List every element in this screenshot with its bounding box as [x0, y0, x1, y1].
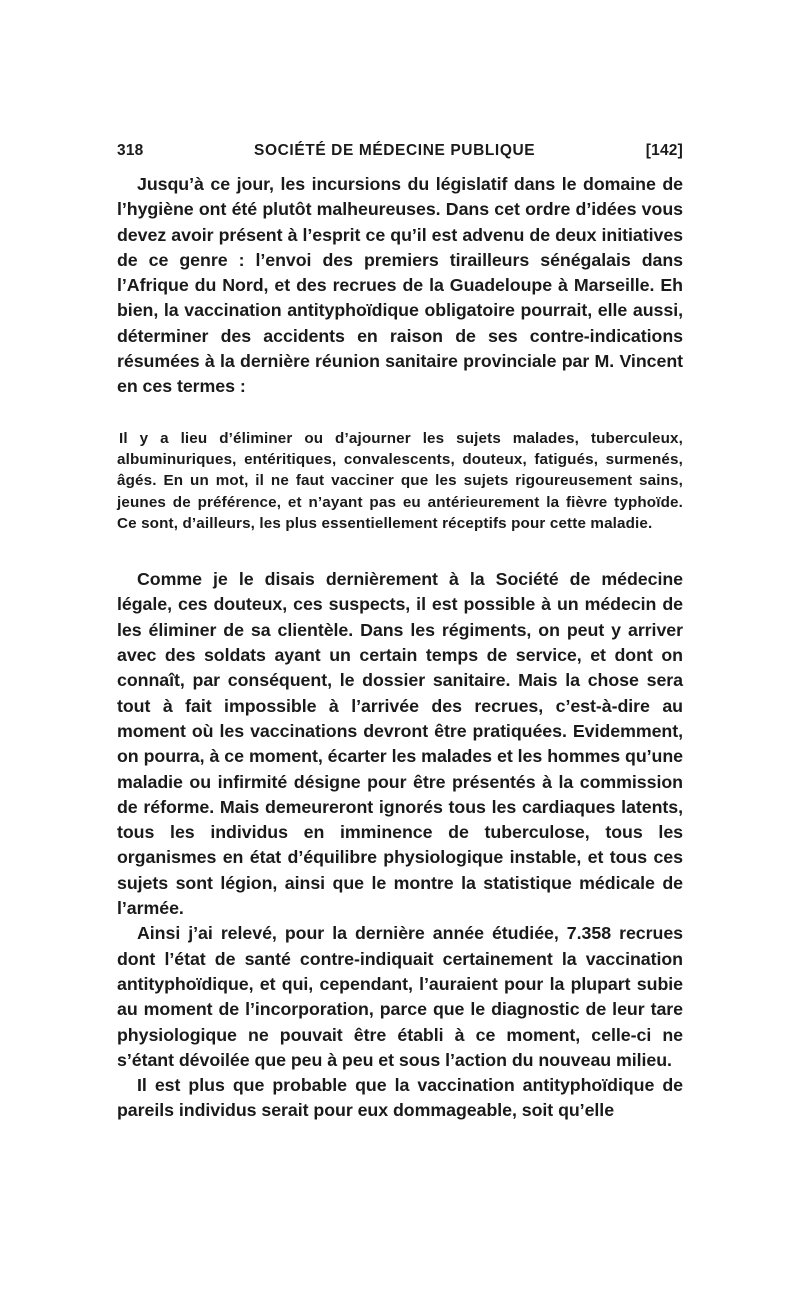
paragraph-conclusion: Il est plus que probable que la vaccination antityphoïdique de pareils individus serait pour eux dommageable, soit qu’elle — [117, 1075, 683, 1121]
page-number: 318 — [117, 142, 144, 159]
paragraph-statistics: Ainsi j’ai relevé, pour la dernière année étudiée, 7.358 recrues dont l’état de santé contre-indiquait certainement la vaccination antityphoïdique, et qui, cependant, l’auraient pour la plupart subie au moment de l’incorporation, parce que le diagnostic de leur tare physiologique ne pouvait être établi à ce moment, celle-ci ne s’étant dévoilée que peu à peu et sous l’action du nouveau milieu. — [117, 923, 683, 1070]
running-header — [117, 142, 683, 172]
paragraph-recruits: Comme je le disais dernièrement à la Société de médecine légale, ces douteux, ces suspects, il est possible à un médecin de les éliminer de sa clientèle. Dans les régiments, on peut y arriver avec des soldats ayant un certain temps de service, et dont on connaît, par conséquent, le dossier sanitaire. Mais la chose sera tout à fait impossible à l’arrivée des recrues, c’est-à-dire au moment où les vaccinations devront être pratiquées. Evidemment, on pourra, à ce moment, écarter les malades et les hommes qu’une maladie ou infirmité désigne pour être présentés à la commission de réforme. Mais demeureront ignorés tous les cardiaques latents, tous les individus en imminence de tuberculose, tous les organismes en état d’équilibre physiologique instable, et tous ces sujets sont légion, ainsi que le montre la statistique médicale de l’armée. — [117, 569, 683, 919]
book-page — [117, 142, 683, 1124]
bracket-page-number: [142] — [645, 142, 683, 159]
running-title: SOCIÉTÉ DE MÉDECINE PUBLIQUE — [254, 142, 536, 159]
paragraph-legislation: Jusqu’à ce jour, les incursions du législatif dans le domaine de l’hygiène ont été plutôt malheureuses. Dans cet ordre d’idées vous devez avoir présent à l’esprit ce qu’il est advenu de deux initiatives de ce genre : l’envoi des premiers tirailleurs sénégalais dans l’Afrique du Nord, et des recrues de la Guadeloupe à Marseille. Eh bien, la vaccination antityphoïdique obligatoire pourrait, elle aussi, déterminer des accidents en raison de ses contre-indications résumées à la dernière réunion sanitaire provinciale par M. Vincent en ces termes : — [117, 174, 683, 397]
quoted-contraindications: Il y a lieu d’éliminer ou d’ajourner les sujets malades, tuberculeux, albuminuriques, entéritiques, convalescents, douteux, fatigués, surmenés, âgés. En un mot, il ne faut vacciner que les sujets rigoureusement sains, jeunes de préférence, et n’ayant pas eu antérieurement la fièvre typhoïde. Ce sont, d’ailleurs, les plus essentiellement réceptifs pour cette maladie. — [117, 429, 683, 532]
